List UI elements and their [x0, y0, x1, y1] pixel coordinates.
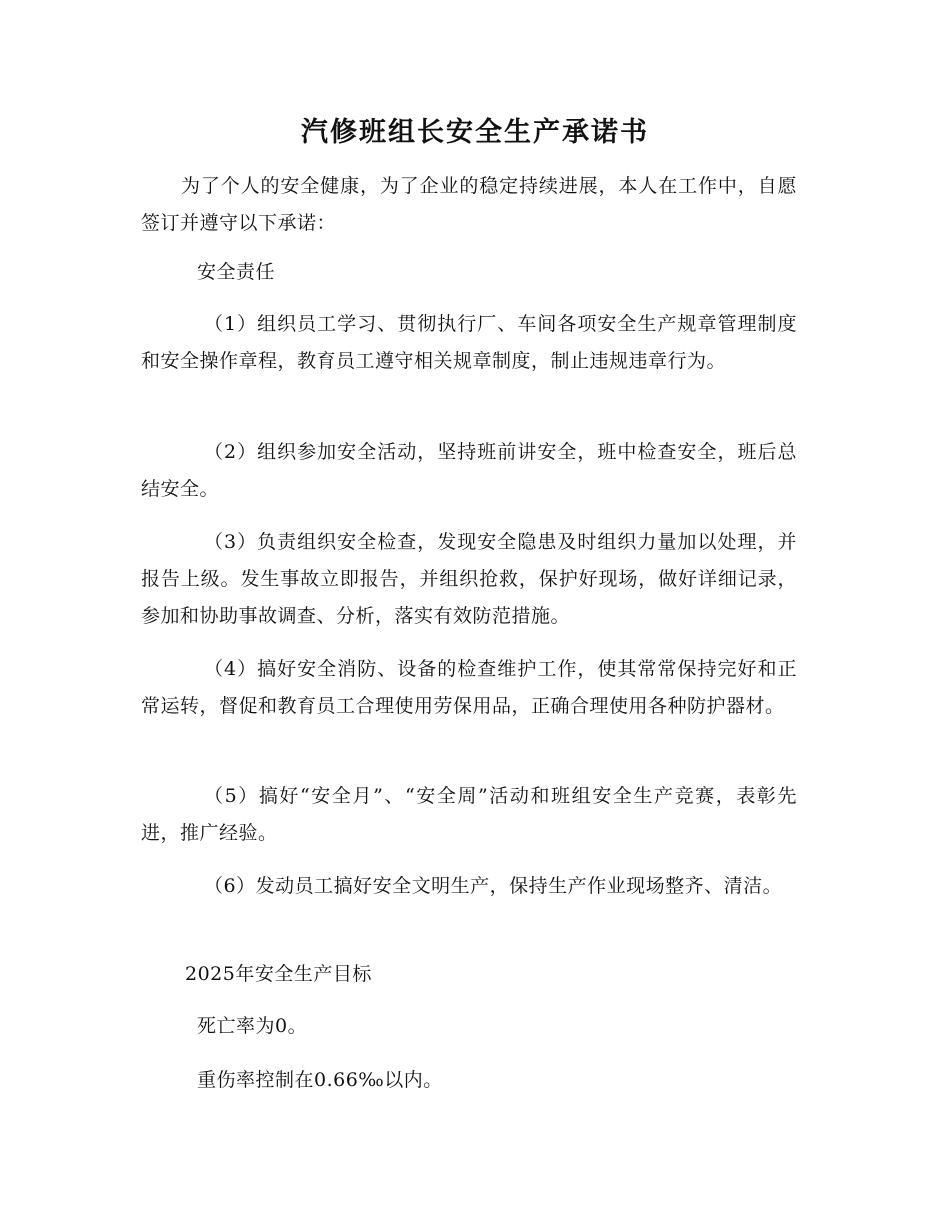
target-item-2: 重伤率控制在0.66‰以内。 — [197, 1069, 443, 1091]
target-item-1: 死亡率为0。 — [197, 1015, 308, 1037]
responsibility-item-3: （3）负责组织安全检查，发现安全隐患及时组织力量加以处理，并报告上级。发生事故立即报告，并组织抢救，保护好现场，做好详细记录，参加和协助事故调查、分析，落实有效防范措施。 — [141, 531, 797, 627]
responsibility-item-6: （6）发动员工搞好安全文明生产，保持生产作业现场整齐、清洁。 — [204, 875, 783, 897]
section-heading-safety-responsibility: 安全责任 — [197, 261, 276, 283]
responsibility-item-4: （4）搞好安全消防、设备的检查维护工作，使其常常保持完好和正常运转，督促和教育员工合理使用劳保用品，正确合理使用各种防护器材。 — [141, 658, 797, 717]
intro-paragraph: 为了个人的安全健康，为了企业的稳定持续进展，本人在工作中，自愿签订并遵守以下承诺： — [141, 175, 797, 234]
section-heading-safety-targets: 2025年安全生产目标 — [185, 963, 372, 985]
responsibility-item-2: （2）组织参加安全活动，坚持班前讲安全，班中检查安全，班后总结安全。 — [141, 441, 797, 500]
responsibility-item-5: （5）搞好“安全月”、“安全周”活动和班组安全生产竞赛，表彰先进，推广经验。 — [141, 785, 797, 844]
responsibility-item-1: （1）组织员工学习、贯彻执行厂、车间各项安全生产规章管理制度和安全操作章程，教育员工遵守相关规章制度，制止违规违章行为。 — [141, 313, 797, 372]
document-title: 汽修班组长安全生产承诺书 — [301, 117, 649, 148]
